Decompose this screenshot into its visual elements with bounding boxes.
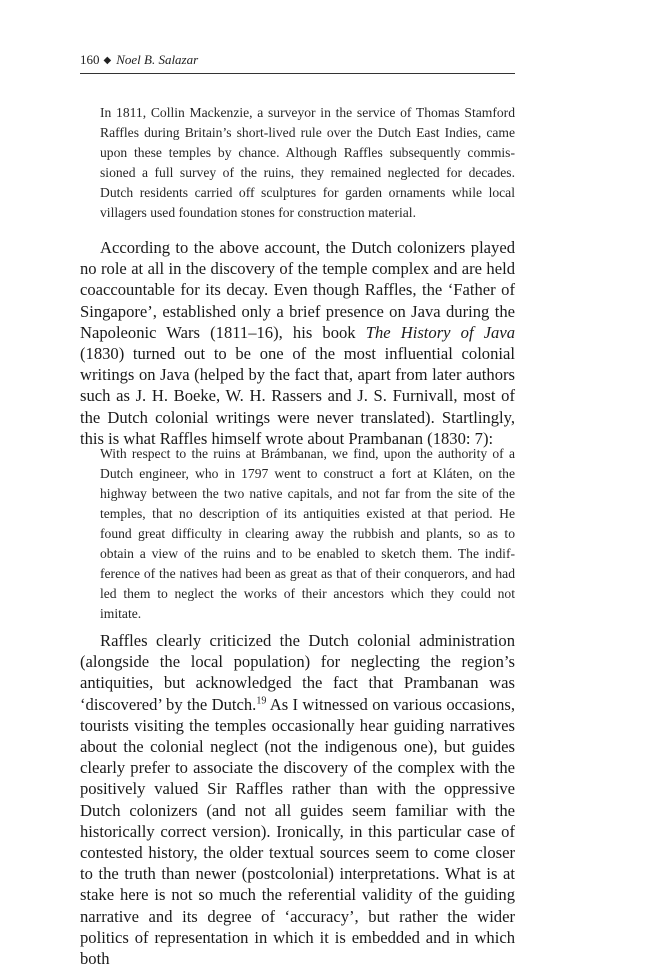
running-header-author: Noel B. Salazar: [116, 52, 199, 67]
body-paragraph-1-text-b: (1830) turned out to be one of the most influential colonial writings on Java (helped by the fact that, apart from later authors such as J. H. Boeke, W. H. Rassers and J. S. Furnivall, most of the Dutch colonial writings were never translated). Startlingly, this is what Raffles himself wrote about Prambanan (1830: 7):: [80, 344, 515, 448]
book-title: The History of Java: [365, 322, 515, 342]
footnote-marker: 19: [256, 695, 267, 707]
header-rule: [80, 73, 515, 74]
body-paragraph-2: [80, 630, 515, 969]
diamond-separator-icon: ◆: [103, 55, 112, 66]
body-paragraph-2-text-a: Raffles clearly criticized the Dutch colonial administration (alongside the local population) for neglecting the region’s antiquities, but acknowledged the fact that Prambanan was ‘discovered’ by the Dutch.: [80, 631, 515, 714]
running-header: [80, 50, 515, 72]
body-paragraph-1: [80, 237, 515, 449]
body-paragraph-1-text-a: According to the above account, the Dutch colonizers played no role at all in the discovery of the temple complex and are held coaccountable for its decay. Even though Raffles, the ‘Father of Singapore’, established only a brief presence on Java during the Napoleonic Wars (1811–16), his book: [80, 238, 515, 342]
block-quote-raffles: With respect to the ruins at Brámbanan, we find, upon the authority of a Dutch engineer, who in 1797 went to construct a fort at Kláten, on the highway between the two native capitals, and not far from the site of the temples, that no description of its antiquities existed at that period. He found great difficulty in clearing away the rubbish and plants, so as to obtain a view of the ruins and to be enabled to sketch them. The indifference of the natives had been as great as that of their conquerors, and had led them to neglect the works of their ancestors which they could not imitate.: [100, 446, 515, 621]
page-number: 160: [80, 52, 100, 67]
body-paragraph-2-text-b: As I witnessed on various occasions, tourists visiting the temples occasionally hear guiding narratives about the colonial neglect (not the indigenous one), but guides clearly prefer to associate the discovery of the complex with the positively valued Sir Raffles rather than with the oppressive Dutch colonizers (and not all guides seem familiar with the historically correct version). Ironically, in this particular case of contested history, the older textual sources seem to come closer to the truth than newer (postcolonial) interpretations. What is at stake here is not so much the referential validity of the guiding narrative and its degree of ‘accuracy’, but rather the wider politics of representation in which it is embedded and in which both: [80, 694, 515, 969]
block-quote-mackenzie: In 1811, Collin Mackenzie, a surveyor in the service of Thomas Stamford Raffles during Britain’s short-lived rule over the Dutch East Indies, came upon these temples by chance. Although Raffles subsequently commissioned a full survey of the ruins, they remained neglected for decades. Dutch residents carried off sculptures for garden ornaments while local villagers used foundation stones for construction material.: [100, 105, 515, 220]
